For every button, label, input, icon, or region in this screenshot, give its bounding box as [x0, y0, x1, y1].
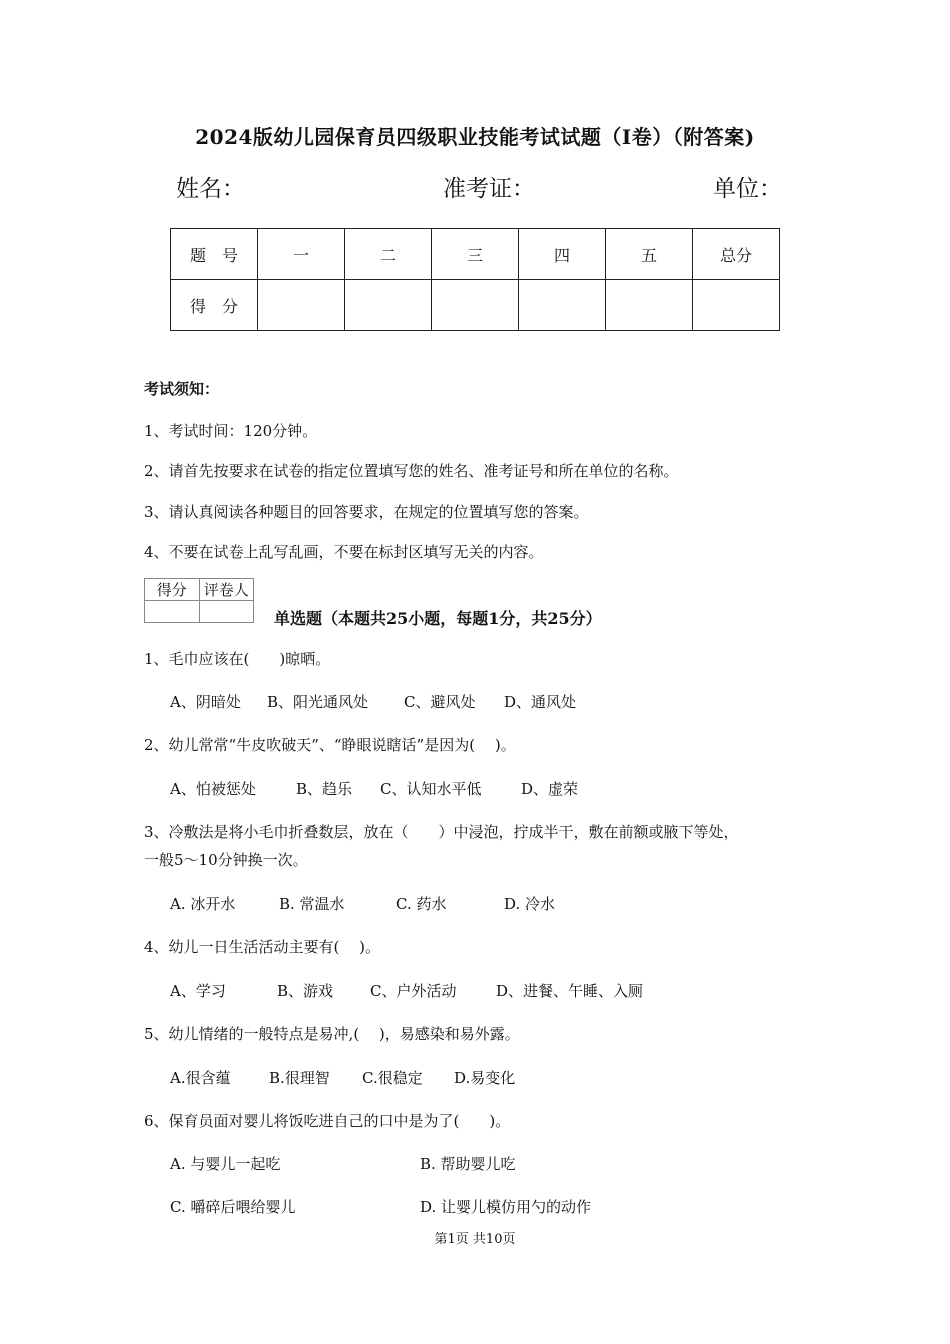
score-table — [170, 228, 780, 331]
option-b: B. 常温水 — [279, 895, 345, 913]
question-text: 6、保育员面对婴儿将饭吃进自己的口中是为了( )。 — [144, 1112, 511, 1130]
unit-label: 单位： — [713, 176, 782, 202]
score-table-score-row — [171, 280, 780, 331]
question-text: 4、幼儿一日生活活动主要有( )。 — [144, 938, 381, 956]
option-b: B、游戏 — [277, 982, 334, 1000]
score-cell — [606, 280, 693, 331]
score-header-cell: 三 — [432, 229, 519, 280]
notice-title: 考试须知： — [144, 380, 220, 398]
score-cell — [345, 280, 432, 331]
notice-item: 3、请认真阅读各种题目的回答要求，在规定的位置填写您的答案。 — [144, 503, 589, 521]
score-header-cell: 总分 — [693, 229, 780, 280]
question-text: 1、毛巾应该在( )晾晒。 — [144, 650, 331, 668]
option-c: C.很稳定 — [362, 1069, 423, 1087]
score-row-label: 得 分 — [171, 280, 258, 331]
question-text: 2、幼儿常常“牛皮吹破天”、“睁眼说瞎话”是因为( )。 — [144, 736, 516, 754]
option-d: D、虚荣 — [521, 780, 579, 798]
grader-reviewer-cell — [199, 601, 254, 623]
notice-item: 2、请首先按要求在试卷的指定位置填写您的姓名、准考证号和所在单位的名称。 — [144, 462, 679, 480]
question-text-continued: 一般5～10分钟换一次。 — [144, 851, 308, 869]
page-footer: 第1页 共10页 — [434, 1232, 516, 1247]
question-text: 5、幼儿情绪的一般特点是易冲,( )，易感染和易外露。 — [144, 1025, 520, 1043]
exam-id-label: 准考证： — [443, 176, 535, 202]
name-label: 姓名： — [176, 176, 245, 202]
score-header-cell: 四 — [519, 229, 606, 280]
score-cell — [258, 280, 345, 331]
option-d: D. 让婴儿模仿用勺的动作 — [420, 1198, 592, 1216]
option-c: C、户外活动 — [370, 982, 457, 1000]
exam-title: 2024版幼儿园保育员四级职业技能考试试题（I卷）（附答案) — [195, 125, 755, 149]
option-c: C、认知水平低 — [380, 780, 482, 798]
option-d: D、通风处 — [504, 693, 577, 711]
score-header-cell: 五 — [606, 229, 693, 280]
grader-box — [144, 578, 254, 623]
score-cell — [519, 280, 606, 331]
option-d: D、进餐、午睡、入厕 — [496, 982, 644, 1000]
score-cell — [432, 280, 519, 331]
notice-item: 1、考试时间：120分钟。 — [144, 422, 318, 440]
option-a: A、学习 — [170, 982, 226, 1000]
option-d: D. 冷水 — [504, 895, 556, 913]
notice-item: 4、不要在试卷上乱写乱画，不要在标封区填写无关的内容。 — [144, 543, 544, 561]
score-header-cell: 一 — [258, 229, 345, 280]
option-a: A、阴暗处 — [170, 693, 241, 711]
grader-score-label: 得分 — [145, 579, 200, 601]
option-a: A.很含蕴 — [170, 1069, 231, 1087]
option-c: C. 嚼碎后喂给婴儿 — [170, 1198, 296, 1216]
score-table-header-row — [171, 229, 780, 280]
score-cell — [693, 280, 780, 331]
option-b: B、趋乐 — [296, 780, 353, 798]
question-text: 3、冷敷法是将小毛巾折叠数层，放在（ ）中浸泡，拧成半干，敷在前额或腋下等处， — [144, 823, 739, 841]
grader-score-cell — [145, 601, 200, 623]
option-b: B. 帮助婴儿吃 — [420, 1155, 516, 1173]
option-d: D.易变化 — [454, 1069, 516, 1087]
section-title: 单选题（本题共25小题，每题1分，共25分） — [274, 609, 602, 628]
option-b: B.很理智 — [269, 1069, 330, 1087]
score-header-cell: 二 — [345, 229, 432, 280]
option-c: C、避风处 — [404, 693, 476, 711]
option-c: C. 药水 — [396, 895, 447, 913]
option-a: A、怕被惩处 — [170, 780, 256, 798]
option-a: A. 冰开水 — [170, 895, 236, 913]
option-a: A. 与婴儿一起吃 — [170, 1155, 281, 1173]
score-header-cell: 题 号 — [171, 229, 258, 280]
option-b: B、阳光通风处 — [267, 693, 369, 711]
grader-reviewer-label: 评卷人 — [199, 579, 254, 601]
